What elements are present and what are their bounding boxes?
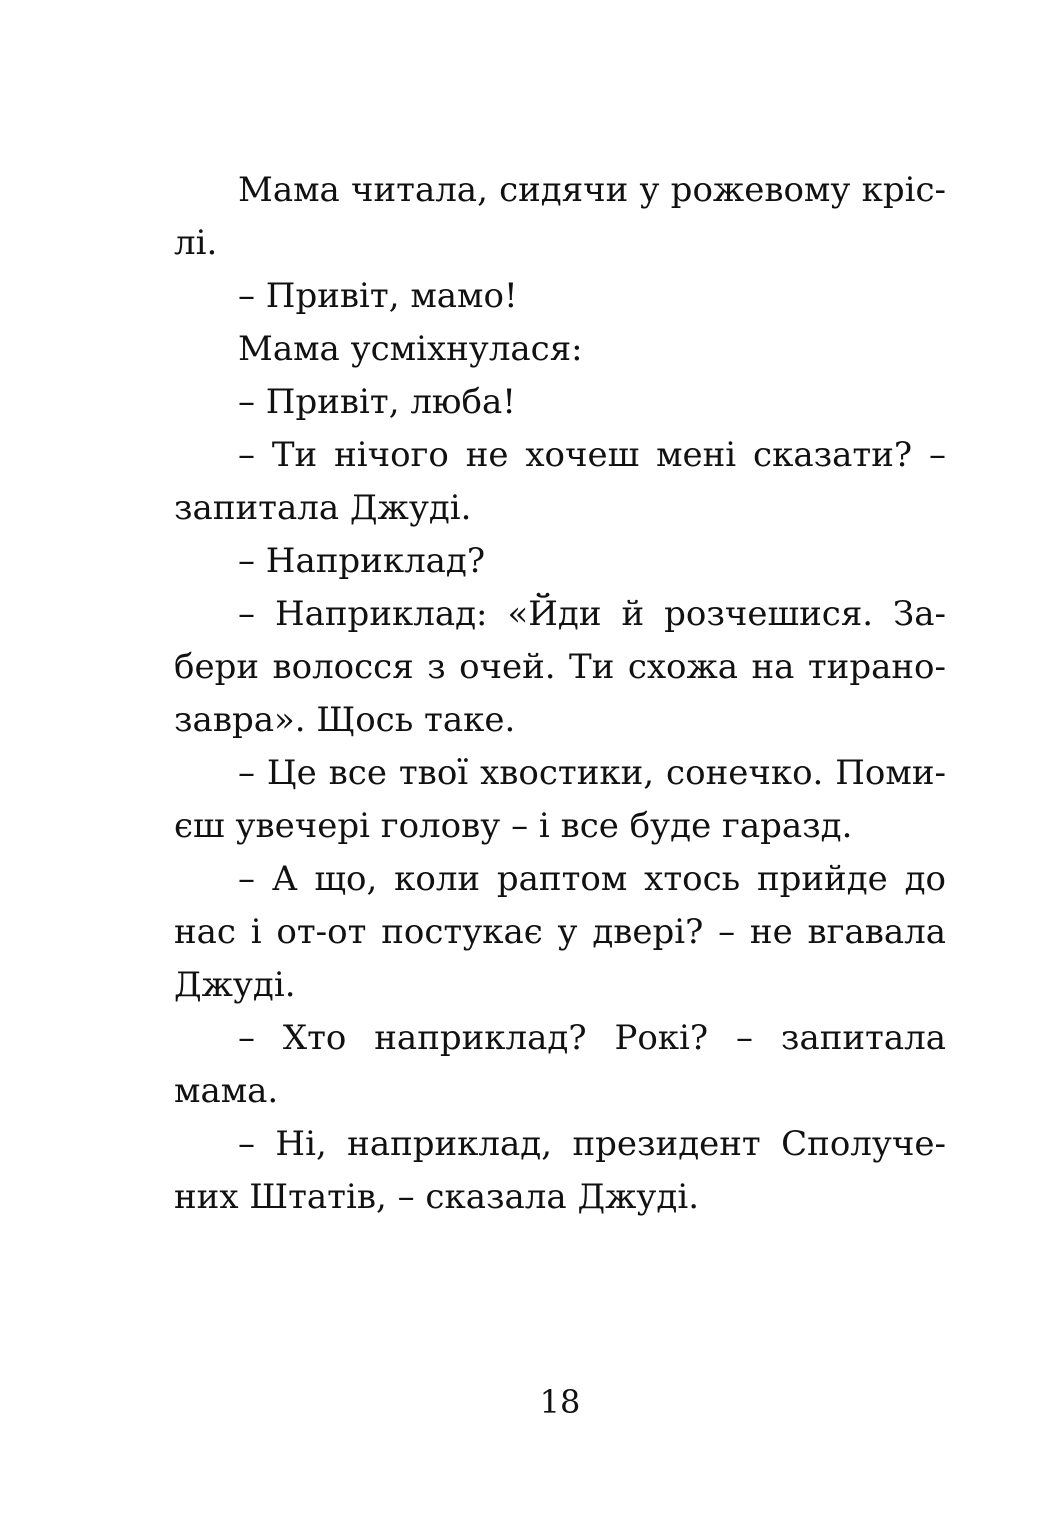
text-line: – Наприклад: «Йди й розчешися. За- — [238, 594, 946, 634]
text-line: – Привіт, мамо! — [238, 276, 518, 316]
text-line: – Наприклад? — [238, 541, 486, 581]
page-number: 18 — [539, 1383, 581, 1421]
text-line: запитала Джуді. — [174, 488, 472, 528]
text-line: – Ні, наприклад, президент Сполуче- — [238, 1124, 946, 1164]
text-line: мама. — [174, 1071, 279, 1111]
text-line: – Це все твої хвостики, сонечко. Поми- — [238, 753, 946, 793]
text-line: – Привіт, люба! — [238, 382, 516, 422]
text-line: єш увечері голову – і все буде гаразд. — [174, 806, 853, 846]
text-line: – Хто наприклад? Рокі? – запитала — [238, 1018, 946, 1058]
text-line: них Штатів, – сказала Джуді. — [174, 1177, 700, 1217]
text-line: завра». Щось таке. — [174, 700, 516, 740]
text-line: Мама читала, сидячи у рожевому кріс- — [238, 170, 946, 210]
text-line: бери волосся з очей. Ти схожа на тирано- — [174, 647, 946, 687]
text-line: Мама усміхнулася: — [238, 329, 583, 369]
body-text — [174, 164, 946, 1224]
text-line: нас і от-от постукає у двері? – не вгавала — [174, 912, 946, 952]
text-line: – Ти нічого не хочеш мені сказати? – — [238, 435, 946, 475]
text-line: – А що, коли раптом хтось прийде до — [238, 859, 946, 899]
text-line: лі. — [174, 223, 218, 263]
text-line: Джуді. — [174, 965, 296, 1005]
